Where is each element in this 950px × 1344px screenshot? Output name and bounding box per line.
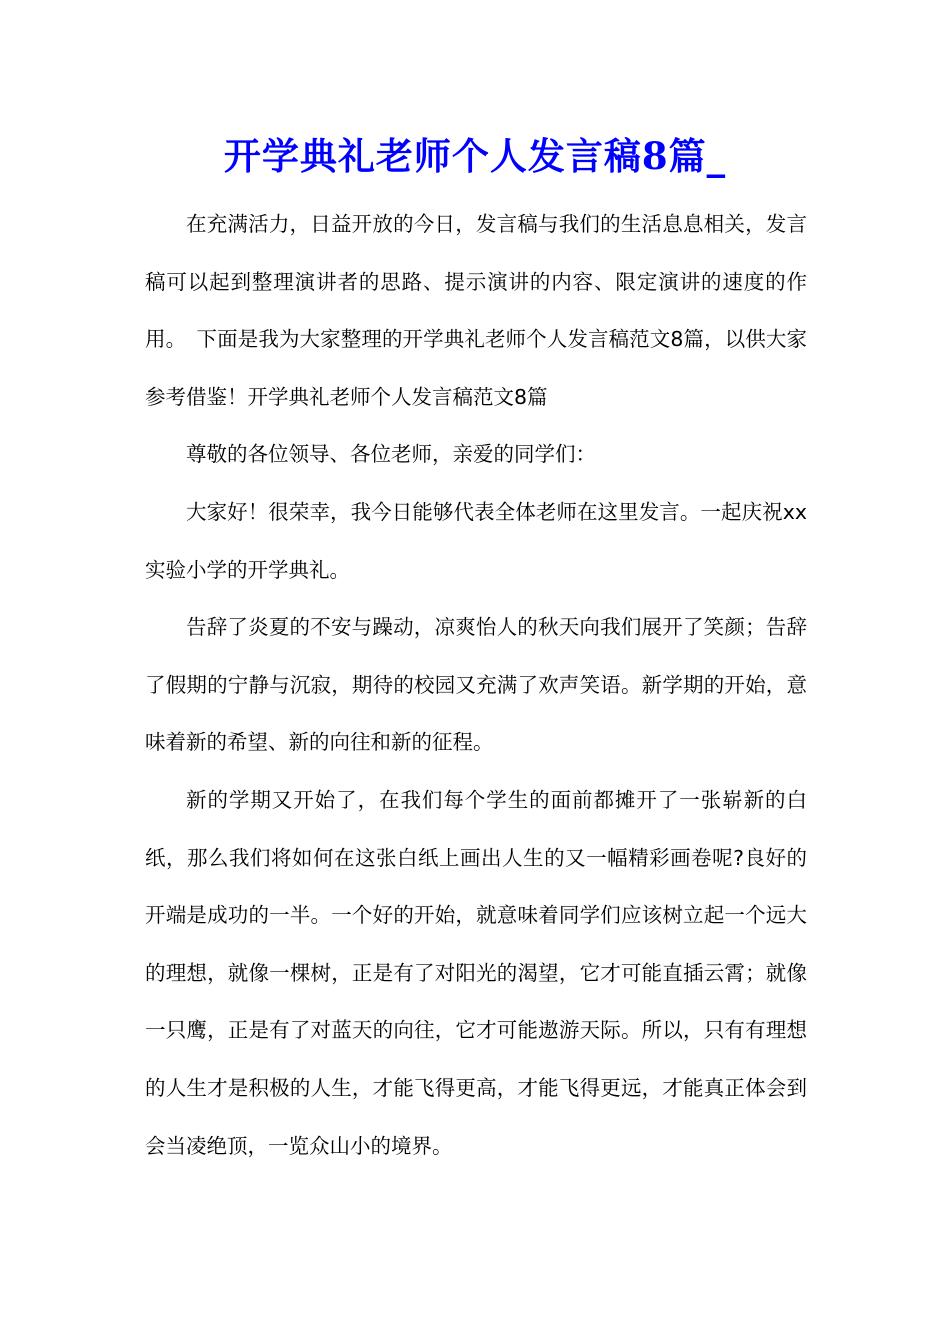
paragraph-intro: 在充满活力，日益开放的今日，发言稿与我们的生活息息相关，发言稿可以起到整理演讲者的思路、提示演讲的内容、限定演讲的速度的作用。 下面是我为大家整理的开学典礼老师个人发言稿范文8篇，以供大家参考借鉴！开学典礼老师个人发言稿范文8篇 — [145, 212, 807, 409]
document-body — [145, 196, 807, 1175]
document-title: 开学典礼老师个人发言稿8篇_ — [223, 134, 727, 178]
paragraph-new-semester: 新的学期又开始了，在我们每个学生的面前都摊开了一张崭新的白纸，那么我们将如何在这张白纸上画出人生的又一幅精彩画卷呢?良好的开端是成功的一半。一个好的开始，就意味着同学们应该树立起一个远大的理想，就像一棵树，正是有了对阳光的渴望，它才可能直插云霄；就像一只鹰，正是有了对蓝天的向往，它才可能遨游天际。所以，只有有理想的人生才是积极的人生，才能飞得更高，才能飞得更远，才能真正体会到会当凌绝顶，一览众山小的境界。 — [145, 787, 807, 1158]
paragraph-salutation: 尊敬的各位领导、各位老师，亲爱的同学们： — [186, 442, 596, 467]
paragraph-autumn: 告辞了炎夏的不安与躁动，凉爽怡人的秋天向我们展开了笑颜；告辞了假期的宁静与沉寂，期待的校园又充满了欢声笑语。新学期的开始，意味着新的希望、新的向往和新的征程。 — [145, 615, 807, 755]
paragraph-greeting: 大家好！很荣幸，我今日能够代表全体老师在这里发言。一起庆祝xx实验小学的开学典礼。 — [145, 499, 807, 582]
